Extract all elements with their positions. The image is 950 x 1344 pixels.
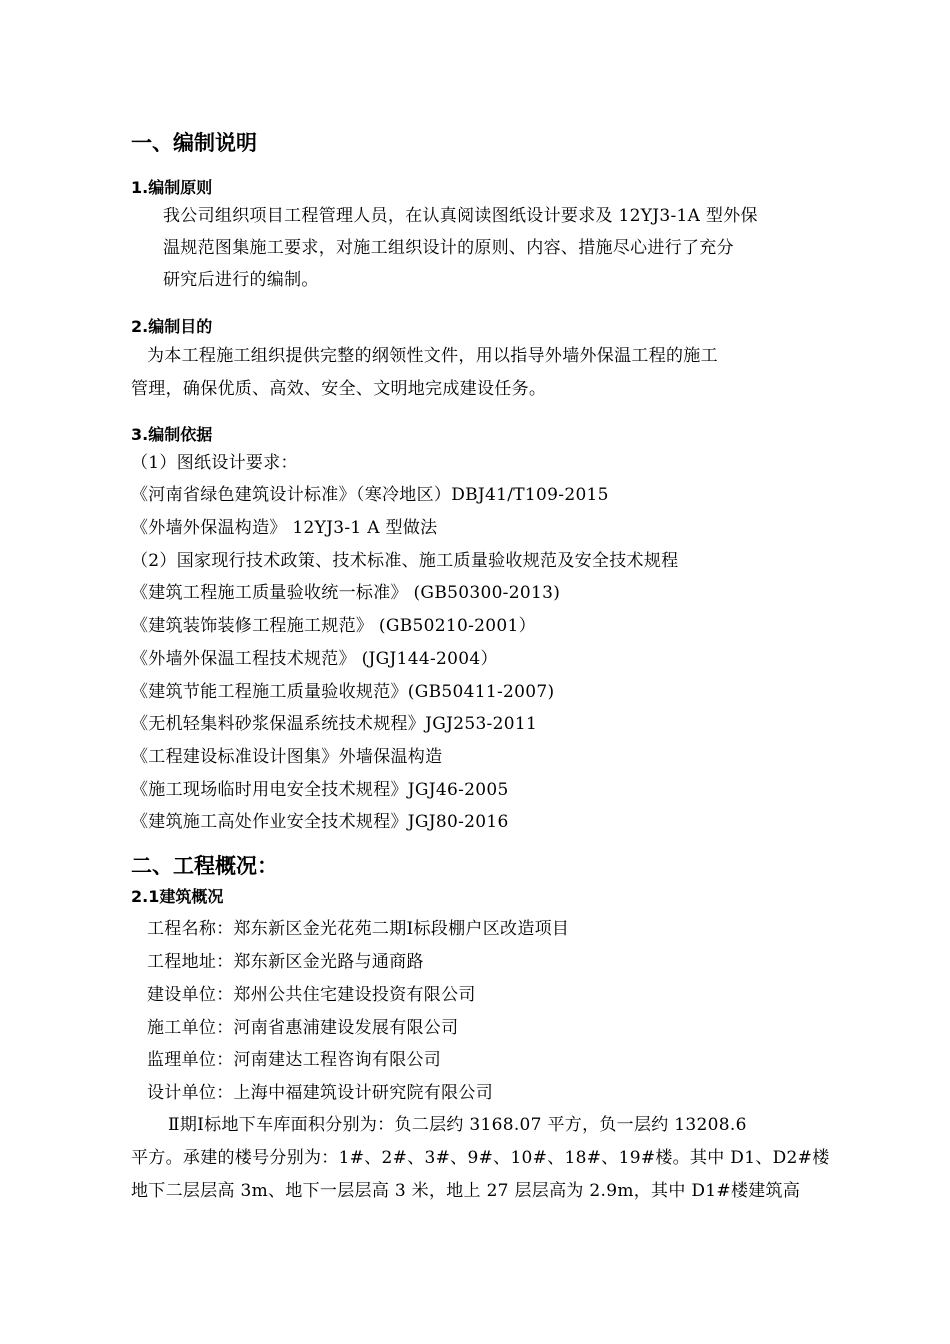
reference-item: 《施工现场临时用电安全技术规程》JGJ46-2005 bbox=[131, 780, 509, 800]
reference-item: （2）国家现行技术政策、技术标准、施工质量验收规范及安全技术规程 bbox=[131, 551, 679, 571]
subsection-1-3-title: 3.编制依据 bbox=[131, 425, 213, 444]
reference-item: 《建筑节能工程施工质量验收规范》(GB50411-2007) bbox=[131, 682, 555, 702]
reference-item: 《工程建设标准设计图集》外墙保温构造 bbox=[131, 747, 443, 767]
reference-item: 《外墙外保温工程技术规范》 (JGJ144-2004） bbox=[131, 649, 498, 669]
paragraph-line: 我公司组织项目工程管理人员，在认真阅读图纸设计要求及 12YJ3-1A 型外保 bbox=[163, 206, 758, 226]
reference-item: 《建筑施工高处作业安全技术规程》JGJ80-2016 bbox=[131, 812, 509, 832]
paragraph-line: Ⅱ期Ⅰ标地下车库面积分别为：负二层约 3168.07 平方，负一层约 13208.6 bbox=[168, 1115, 747, 1135]
project-info-line: 工程名称：郑东新区金光花苑二期Ⅰ标段棚户区改造项目 bbox=[147, 919, 570, 939]
project-info-line: 监理单位：河南建达工程咨询有限公司 bbox=[147, 1050, 442, 1070]
paragraph-line: 为本工程施工组织提供完整的纲领性文件，用以指导外墙外保温工程的施工 bbox=[147, 346, 718, 366]
section-2-title: 二、工程概况： bbox=[131, 854, 278, 878]
reference-item: 《河南省绿色建筑设计标准》（寒冷地区）DBJ41/T109-2015 bbox=[131, 485, 609, 505]
reference-item: 《无机轻集料砂浆保温系统技术规程》JGJ253-2011 bbox=[131, 714, 538, 734]
reference-item: 《建筑装饰装修工程施工规范》 (GB50210-2001） bbox=[131, 616, 536, 636]
subsection-1-2-title: 2.编制目的 bbox=[131, 317, 213, 336]
project-info-line: 建设单位：郑州公共住宅建设投资有限公司 bbox=[147, 985, 476, 1005]
paragraph-line: 地下二层层高 3m、地下一层层高 3 米，地上 27 层层高为 2.9m，其中 D1#楼建筑高 bbox=[131, 1181, 801, 1201]
subsection-1-1-title: 1.编制原则 bbox=[131, 178, 213, 197]
reference-item: 《外墙外保温构造》 12YJ3-1 A 型做法 bbox=[131, 518, 438, 538]
paragraph-line: 温规范图集施工要求，对施工组织设计的原则、内容、措施尽心进行了充分 bbox=[163, 238, 734, 258]
reference-item: 《建筑工程施工质量验收统一标准》 (GB50300-2013) bbox=[131, 583, 561, 603]
paragraph-line: 平方。承建的楼号分别为：1#、2#、3#、9#、10#、18#、19#楼。其中 D1、D2#楼 bbox=[131, 1148, 830, 1168]
reference-item: （1）图纸设计要求： bbox=[131, 453, 298, 473]
project-info-line: 施工单位：河南省惠浦建设发展有限公司 bbox=[147, 1018, 459, 1038]
project-info-line: 工程地址：郑东新区金光路与通商路 bbox=[147, 952, 424, 972]
paragraph-line: 研究后进行的编制。 bbox=[163, 270, 319, 290]
project-info-line: 设计单位：上海中福建筑设计研究院有限公司 bbox=[147, 1083, 493, 1103]
subsection-2-1-title: 2.1建筑概况 bbox=[131, 887, 224, 906]
paragraph-line: 管理，确保优质、高效、安全、文明地完成建设任务。 bbox=[131, 379, 547, 399]
section-1-title: 一、编制说明 bbox=[131, 131, 257, 155]
